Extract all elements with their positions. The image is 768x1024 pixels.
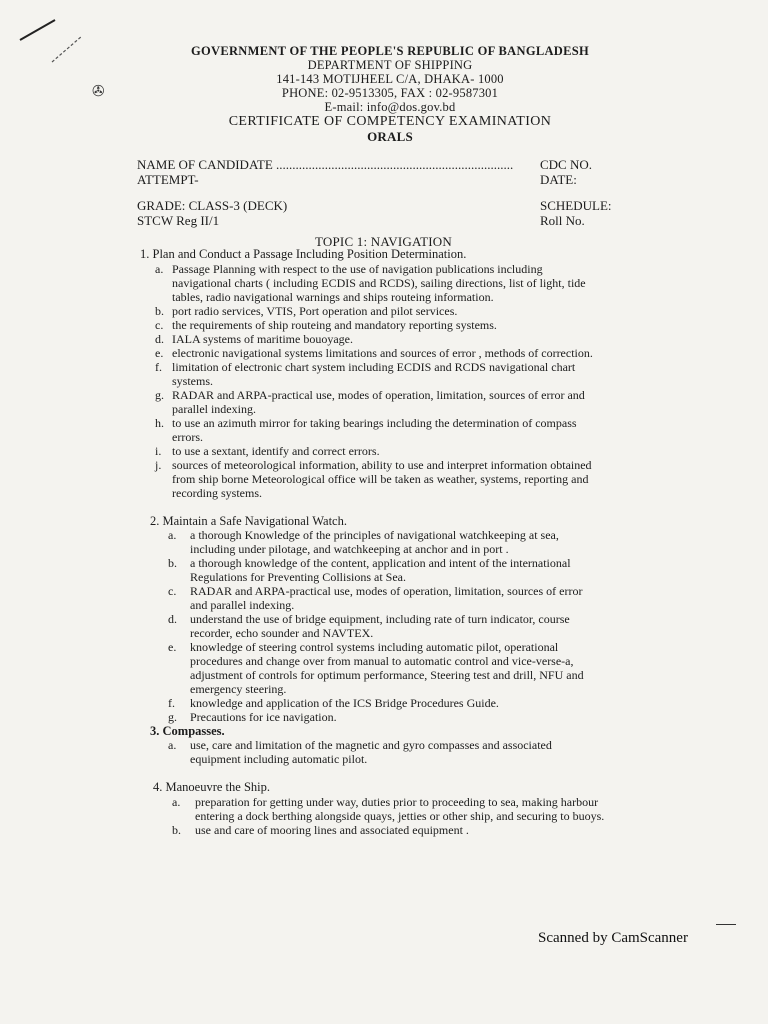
item-text-line: a thorough knowledge of the content, application and intent of the international bbox=[190, 556, 571, 570]
section-heading: 4. Manoeuvre the Ship. bbox=[153, 780, 270, 794]
topic-title: TOPIC 1: NAVIGATION bbox=[315, 234, 452, 249]
item-text-line: to use an azimuth mirror for taking bearings including the determination of compass bbox=[172, 416, 577, 430]
item-marker: i. bbox=[155, 444, 162, 458]
item-text-line: adjustment of controls for optimum performance, Steering test and drill, NFU and bbox=[190, 668, 584, 682]
item-marker: a. bbox=[168, 738, 177, 752]
phone-fax: PHONE: 02-9513305, FAX : 02-9587301 bbox=[281, 86, 499, 100]
item-text-line: recorder, echo sounder and NAVTEX. bbox=[190, 626, 374, 640]
item-text-line: electronic navigational systems limitations and sources of error , methods of correction. bbox=[172, 346, 593, 360]
item-marker: e. bbox=[168, 640, 177, 654]
stcw-reg-label: STCW Reg II/1 bbox=[137, 213, 220, 228]
item-text-line: emergency steering. bbox=[190, 682, 287, 696]
item-text-line: and parallel indexing. bbox=[190, 598, 295, 612]
item-text-line: procedures and change over from manual to automatic control and vice-verse-a, bbox=[190, 654, 574, 668]
item-text-line: IALA systems of maritime bouoyage. bbox=[172, 332, 353, 346]
schedule-label: SCHEDULE: bbox=[540, 198, 612, 213]
item-text-line: including under pilotage, and watchkeeping at anchor and in port . bbox=[190, 542, 509, 556]
item-marker: b. bbox=[172, 823, 181, 837]
item-marker: c. bbox=[155, 318, 164, 332]
address: 141-143 MOTIJHEEL C/A, DHAKA- 1000 bbox=[276, 72, 504, 86]
letterhead bbox=[140, 44, 640, 144]
item-text-line: Precautions for ice navigation. bbox=[190, 710, 337, 724]
item-marker: f. bbox=[168, 696, 175, 710]
attempt-label: ATTEMPT- bbox=[137, 172, 199, 187]
email: E-mail: info@dos.gov.bd bbox=[324, 100, 456, 114]
item-text-line: entering a dock berthing alongside quays, jetties or other ship, and securing to buoys. bbox=[195, 809, 605, 823]
item-marker: g. bbox=[168, 710, 177, 724]
grade-label: GRADE: CLASS-3 (DECK) bbox=[137, 198, 288, 213]
item-marker: a. bbox=[155, 262, 164, 276]
section-heading: 1. Plan and Conduct a Passage Including Position Determination. bbox=[140, 247, 467, 261]
item-marker: h. bbox=[155, 416, 164, 430]
item-marker: f. bbox=[155, 360, 162, 374]
item-marker: g. bbox=[155, 388, 164, 402]
item-text-line: recording systems. bbox=[172, 486, 262, 500]
scanner-watermark: Scanned by CamScanner bbox=[538, 930, 688, 946]
candidate-info bbox=[137, 157, 637, 228]
item-text-line: understand the use of bridge equipment, including rate of turn indicator, course bbox=[190, 612, 570, 626]
item-text-line: from ship borne Meteorological office will be taken as weather, systems, reporting and bbox=[172, 472, 589, 486]
department-name: DEPARTMENT OF SHIPPING bbox=[307, 58, 473, 72]
item-text-line: preparation for getting under way, duties prior to proceeding to sea, making harbour bbox=[195, 795, 599, 809]
item-text-line: limitation of electronic chart system including ECDIS and RCDS navigational chart bbox=[172, 360, 576, 374]
item-text-line: a thorough Knowledge of the principles of navigational watchkeeping at sea, bbox=[190, 528, 559, 542]
candidate-name-label: NAME OF CANDIDATE ......................................................................... bbox=[137, 157, 514, 172]
exam-type: ORALS bbox=[367, 129, 413, 144]
date-label: DATE: bbox=[540, 172, 577, 187]
scan-artifact-icon: ✇ bbox=[92, 84, 105, 100]
item-marker: b. bbox=[168, 556, 177, 570]
item-marker: e. bbox=[155, 346, 164, 360]
item-text-line: use and care of mooring lines and associated equipment . bbox=[195, 823, 469, 837]
item-text-line: sources of meteorological information, ability to use and interpret information obtained bbox=[172, 458, 592, 472]
item-text-line: equipment including automatic pilot. bbox=[190, 752, 368, 766]
item-text-line: the requirements of ship routeing and mandatory reporting systems. bbox=[172, 318, 497, 332]
item-text-line: parallel indexing. bbox=[172, 402, 256, 416]
item-text-line: tables, radio navigational warnings and ships routeing information. bbox=[172, 290, 494, 304]
item-text-line: Regulations for Preventing Collisions at Sea. bbox=[190, 570, 406, 584]
item-marker: a. bbox=[172, 795, 181, 809]
government-title: GOVERNMENT OF THE PEOPLE'S REPUBLIC OF BANGLADESH bbox=[190, 44, 590, 58]
item-marker: c. bbox=[168, 584, 177, 598]
item-text-line: knowledge and application of the ICS Bridge Procedures Guide. bbox=[190, 696, 499, 710]
item-marker: j. bbox=[155, 458, 162, 472]
exam-title: CERTIFICATE OF COMPETENCY EXAMINATION bbox=[228, 114, 552, 129]
item-text-line: knowledge of steering control systems including automatic pilot, operational bbox=[190, 640, 559, 654]
item-text-line: to use a sextant, identify and correct errors. bbox=[172, 444, 380, 458]
item-marker: d. bbox=[155, 332, 164, 346]
scan-artifact-dash bbox=[716, 924, 736, 925]
item-text-line: errors. bbox=[172, 430, 203, 444]
item-text-line: navigational charts ( including ECDIS and RCDS), sailing directions, list of light, tide bbox=[172, 276, 586, 290]
cdc-no-label: CDC NO. bbox=[540, 157, 593, 172]
item-text-line: port radio services, VTIS, Port operation and pilot services. bbox=[172, 304, 458, 318]
pen-marks bbox=[0, 0, 100, 70]
section-heading: 3. Compasses. bbox=[150, 724, 225, 738]
roll-no-label: Roll No. bbox=[540, 213, 585, 228]
item-text-line: systems. bbox=[172, 374, 214, 388]
item-text-line: Passage Planning with respect to the use of navigation publications including bbox=[172, 262, 543, 276]
section-heading: 2. Maintain a Safe Navigational Watch. bbox=[150, 514, 347, 528]
item-marker: d. bbox=[168, 612, 177, 626]
item-text-line: use, care and limitation of the magnetic and gyro compasses and associated bbox=[190, 738, 552, 752]
item-marker: b. bbox=[155, 304, 164, 318]
item-text-line: RADAR and ARPA-practical use, modes of operation, limitation, sources of error bbox=[190, 584, 583, 598]
item-marker: a. bbox=[168, 528, 177, 542]
item-text-line: RADAR and ARPA-practical use, modes of operation, limitation, sources of error and bbox=[172, 388, 585, 402]
